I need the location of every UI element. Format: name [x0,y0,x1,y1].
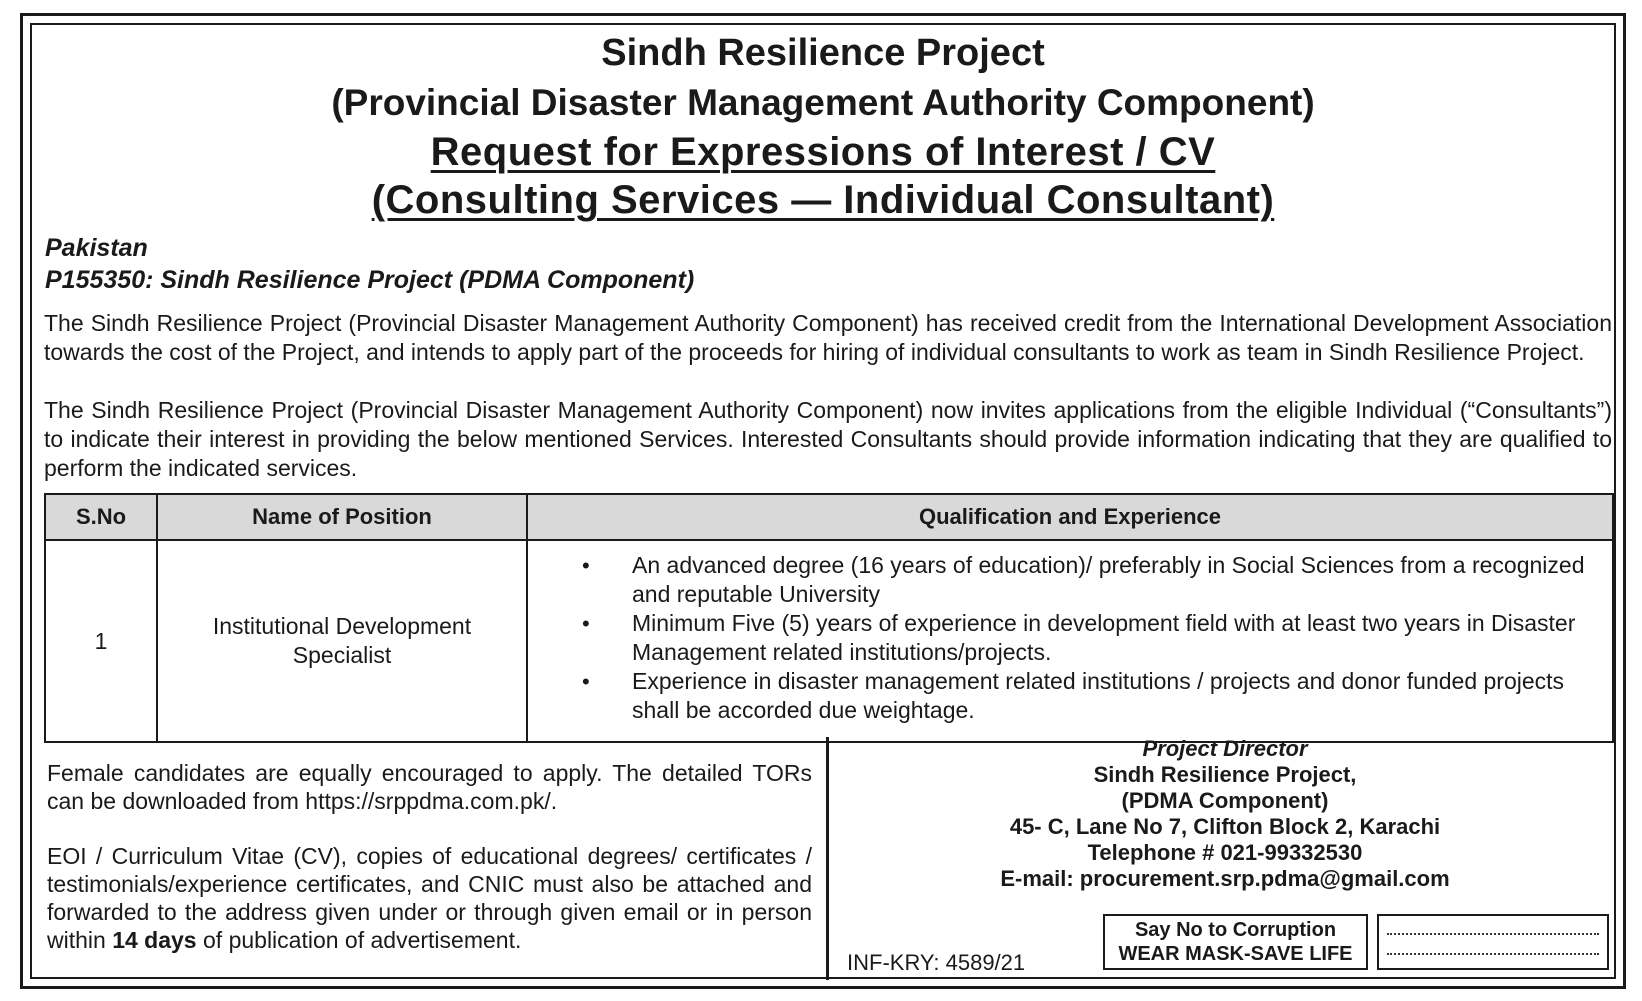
page-subtitle: (Provincial Disaster Management Authority Component) [331,82,1315,123]
reference-number: INF-KRY: 4589/21 [847,950,1026,975]
intro-paragraph-2: The Sindh Resilience Project (Provincial Disaster Management Authority Component) now invites applications from the eligible Individual (“Consultants”) to indicate their interest in providing the below mentioned Services. Interested Consultants should provide information indicating that they are qualified to perform the indicated services. [44,397,1612,481]
position-name: Institutional Development Specialist [212,613,472,668]
column-divider [826,737,829,980]
cell-qualifications [527,540,1613,742]
qualification-list [528,551,1612,725]
deadline-days: 14 days [112,927,197,953]
table-header-row [45,494,1613,540]
service-heading: (Consulting Services — Individual Consultant) [371,178,1275,222]
badge-line-2: WEAR MASK-SAVE LIFE [1118,943,1353,965]
documents-note: EOI / Curriculum Vitae (CV), copies of educational degrees/ certificates / testimonials/experience certificates, and CNIC must also be attached and forwarded to the address given under or through given email or in person within 14 days of publication of advertisement. [47,843,812,953]
project-id: P155350: Sindh Resilience Project (PDMA Component) [45,266,695,294]
table-row [45,540,1613,742]
country-label: Pakistan [45,234,148,262]
urdu-text-line [1387,950,1599,955]
anti-corruption-badge [1103,914,1368,970]
list-item: • Experience in disaster management related institutions / projects and donor funded projects shall be accorded due weightage. [632,667,1612,725]
list-item: • An advanced degree (16 years of education)/ preferably in Social Sciences from a recognized and reputable University [632,551,1612,609]
contact-component: (PDMA Component) [1121,788,1329,813]
urdu-text-line [1387,930,1599,935]
contact-address: 45- C, Lane No 7, Clifton Block 2, Karachi [1009,814,1441,839]
positions-table [44,493,1614,743]
contact-org: Sindh Resilience Project, [1093,762,1357,787]
col-header-qualification: Qualification and Experience [527,494,1613,540]
female-candidates-note: Female candidates are equally encouraged to apply. The detailed TORs can be downloaded from https://srppdma.com.pk/. [47,760,812,814]
contact-telephone: Telephone # 021-99332530 [1087,840,1363,865]
cell-sno: 1 [45,540,157,742]
page-title: Sindh Resilience Project [601,32,1045,74]
urdu-slogan-image [1377,914,1609,970]
contact-email: E-mail: procurement.srp.pdma@gmail.com [1000,866,1450,891]
col-header-position: Name of Position [157,494,527,540]
badge-line-1: Say No to Corruption [1134,919,1337,941]
request-heading: Request for Expressions of Interest / CV [430,130,1216,174]
col-header-sno: S.No [45,494,157,540]
intro-paragraph-1: The Sindh Resilience Project (Provincial Disaster Management Authority Component) has received credit from the International Development Association towards the cost of the Project, and intends to apply part of the proceeds for hiring of individual consultants to work as team in Sindh Resilience Project. [44,310,1612,365]
cell-position [157,540,527,742]
list-item: • Minimum Five (5) years of experience in development field with at least two years in Disaster Management related institutions/projects. [632,609,1612,667]
contact-role: Project Director [1142,736,1308,761]
